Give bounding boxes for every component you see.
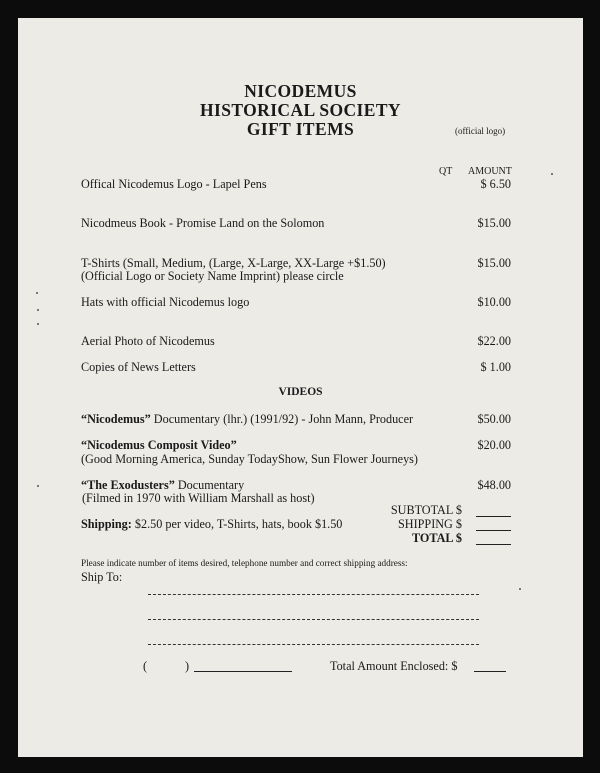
item-book: Nicodmeus Book - Promise Land on the Solomon — [81, 216, 325, 230]
video-nicodemus-desc: Documentary (lhr.) (1991/92) - John Mann, Producer — [150, 412, 414, 426]
title-line-1: NICODEMUS — [244, 81, 357, 101]
price-tshirts: $15.00 — [477, 256, 511, 270]
price-lapel-pens: $ 6.50 — [480, 177, 511, 191]
official-logo-note: (official logo) — [455, 126, 506, 136]
address-line-1[interactable] — [148, 594, 479, 595]
price-hats: $10.00 — [477, 295, 511, 309]
item-tshirts: T-Shirts (Small, Medium, (Large, X-Large, XX-Large +$1.50) — [81, 256, 386, 270]
paper-speck — [37, 323, 39, 325]
title-line-3: GIFT ITEMS — [246, 119, 355, 139]
paper-speck — [37, 309, 39, 311]
address-line-2[interactable] — [148, 619, 479, 620]
price-video-composit: $20.00 — [477, 438, 511, 452]
item-tshirts-note: (Official Logo or Society Name Imprint) please circle — [81, 269, 344, 283]
subtotal-blank[interactable] — [476, 506, 511, 517]
paper-speck — [519, 588, 521, 590]
total-label: TOTAL $ — [411, 531, 462, 545]
item-aerial-photo: Aerial Photo of Nicodemus — [81, 334, 215, 348]
subtotal-label: SUBTOTAL $ — [390, 503, 462, 517]
shipping-note — [81, 517, 342, 532]
phone-number-blank[interactable] — [194, 661, 292, 672]
order-form-sheet — [18, 18, 583, 757]
item-lapel-pens: Offical Nicodemus Logo - Lapel Pens — [81, 177, 267, 191]
video-exodusters-desc: Documentary — [174, 478, 245, 492]
amount-column-header: AMOUNT — [468, 166, 512, 177]
price-newsletters: $ 1.00 — [480, 360, 511, 374]
address-line-3[interactable] — [148, 644, 479, 645]
video-composit-title: “Nicodemus Composit Video” — [81, 438, 237, 452]
paper-speck — [37, 485, 39, 487]
video-composit-desc: (Good Morning America, Sunday TodayShow, Sun Flower Journeys) — [81, 452, 418, 466]
paper-speck — [551, 173, 553, 175]
paper-speck — [36, 292, 38, 294]
shipping-note-text: $2.50 per video, T-Shirts, hats, book $1.50 — [131, 517, 343, 531]
item-hats: Hats with official Nicodemus logo — [81, 295, 250, 309]
price-aerial-photo: $22.00 — [477, 334, 511, 348]
phone-area-close: ) — [185, 659, 190, 673]
shipping-blank[interactable] — [476, 520, 511, 531]
ship-to-label: Ship To: — [81, 570, 123, 584]
shipping-total-label: SHIPPING $ — [398, 517, 462, 531]
price-video-exodusters: $48.00 — [477, 478, 511, 492]
video-exodusters-note: (Filmed in 1970 with William Marshall as host) — [82, 491, 315, 505]
title-line-2: HISTORICAL SOCIETY — [200, 100, 401, 120]
video-nicodemus-documentary — [81, 412, 413, 427]
qt-column-header: QT — [439, 166, 453, 177]
price-video-nicodemus: $50.00 — [477, 412, 511, 426]
item-newsletters: Copies of News Letters — [81, 360, 196, 374]
phone-area-open: ( — [143, 659, 148, 673]
instructions-text: Please indicate number of items desired, telephone number and correct shipping address: — [81, 558, 408, 568]
videos-heading: VIDEOS — [278, 386, 323, 398]
total-enclosed-label: Total Amount Enclosed: $ — [330, 659, 458, 673]
video-nicodemus-title: “Nicodemus” — [81, 412, 151, 426]
video-exodusters-title: “The Exodusters” — [81, 478, 175, 492]
total-blank[interactable] — [476, 534, 511, 545]
price-book: $15.00 — [477, 216, 511, 230]
shipping-note-label: Shipping: — [81, 517, 132, 531]
total-enclosed-blank[interactable] — [474, 661, 506, 672]
